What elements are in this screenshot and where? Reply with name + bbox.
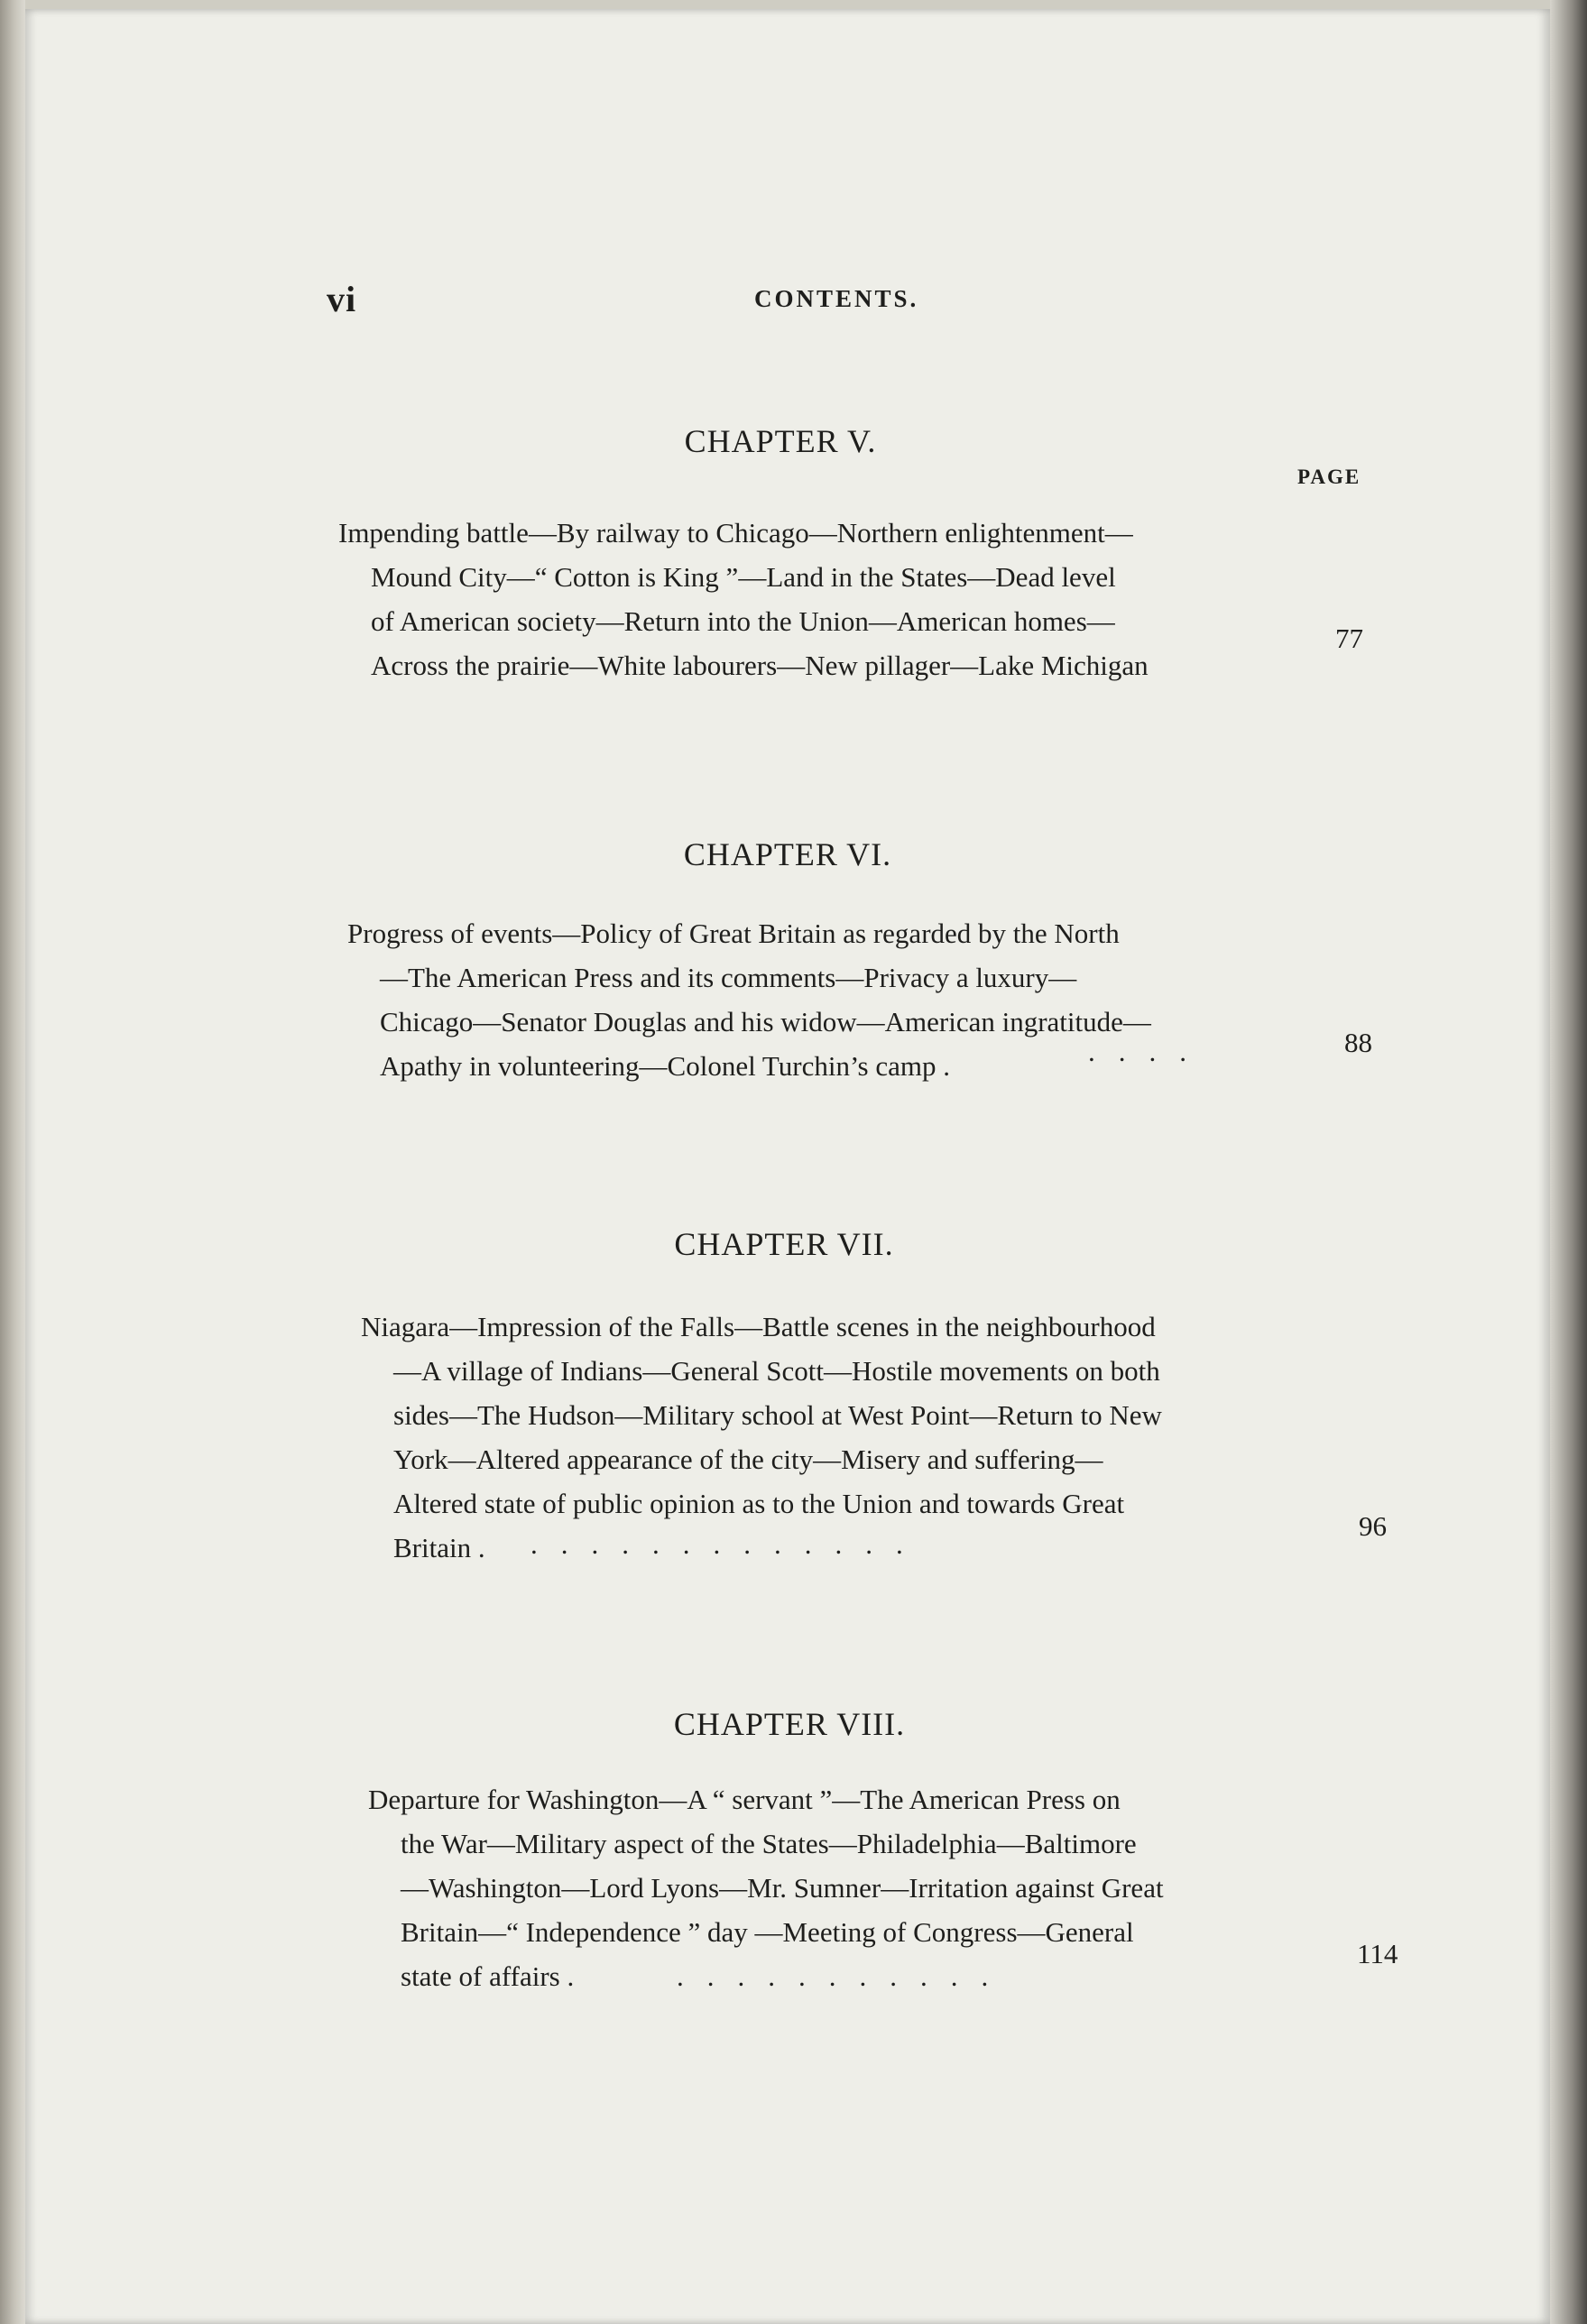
chapter-viii-heading: CHAPTER VIII. <box>673 1706 906 1742</box>
summary-line: Departure for Washington—A “ servant ”—The American Press on <box>368 1784 1121 1815</box>
page-left-edge <box>0 0 25 2324</box>
summary-line: Progress of events—Policy of Great Britain as regarded by the North <box>347 918 1120 949</box>
chapter-v-page-number: 77 <box>1335 622 1363 654</box>
leader-dots: .... <box>1088 1036 1210 1067</box>
summary-line: Britain—“ Independence ” day —Meeting of Congress—General <box>401 1916 1134 1948</box>
summary-line: Niagara—Impression of the Falls—Battle scenes in the neighbourhood <box>361 1311 1156 1342</box>
running-head <box>25 278 1550 332</box>
running-head-title: CONTENTS. <box>754 285 919 312</box>
summary-line: sides—The Hudson—Military school at West Point—Return to New <box>393 1399 1162 1431</box>
chapter-vii-heading: CHAPTER VII. <box>674 1226 894 1262</box>
chapter-vii-page-number: 96 <box>1359 1510 1387 1542</box>
chapter-vi-summary <box>347 911 1151 1088</box>
chapter-vi-heading: CHAPTER VI. <box>683 836 892 872</box>
summary-line: the War—Military aspect of the States—Philadelphia—Baltimore <box>401 1828 1137 1859</box>
summary-line: Altered state of public opinion as to the Union and towards Great <box>393 1488 1125 1519</box>
summary-line: York—Altered appearance of the city—Misery and suffering— <box>393 1443 1103 1475</box>
summary-line: Britain . <box>393 1532 485 1563</box>
summary-line: —The American Press and its comments—Privacy a luxury— <box>380 962 1077 993</box>
summary-line: of American society—Return into the Union—American homes— <box>371 605 1115 637</box>
summary-line: Chicago—Senator Douglas and his widow—American ingratitude— <box>380 1006 1151 1038</box>
chapter-viii-page-number: 114 <box>1357 1938 1398 1969</box>
book-page <box>25 9 1550 2324</box>
page-right-edge <box>1550 0 1587 2324</box>
chapter-v-summary <box>338 511 1149 687</box>
chapter-vi-page-number: 88 <box>1344 1027 1372 1058</box>
summary-line: —A village of Indians—General Scott—Hostile movements on both <box>393 1355 1160 1387</box>
summary-line: Mound City—“ Cotton is King ”—Land in the States—Dead level <box>371 561 1116 593</box>
summary-line: state of affairs . <box>401 1960 575 1992</box>
page-folio: vi <box>327 279 357 319</box>
summary-line: —Washington—Lord Lyons—Mr. Sumner—Irritation against Great <box>401 1872 1164 1904</box>
chapter-v-heading: CHAPTER V. <box>684 423 877 459</box>
summary-line: Impending battle—By railway to Chicago—Northern enlightenment— <box>338 517 1133 549</box>
summary-line: Apathy in volunteering—Colonel Turchin’s camp . <box>380 1050 951 1082</box>
leader-dots: ............. <box>531 1528 927 1560</box>
summary-line: Across the prairie—White labourers—New pillager—Lake Michigan <box>371 650 1149 681</box>
leader-dots: ........... <box>677 1960 1012 1992</box>
page-column-label: PAGE <box>1297 466 1361 488</box>
